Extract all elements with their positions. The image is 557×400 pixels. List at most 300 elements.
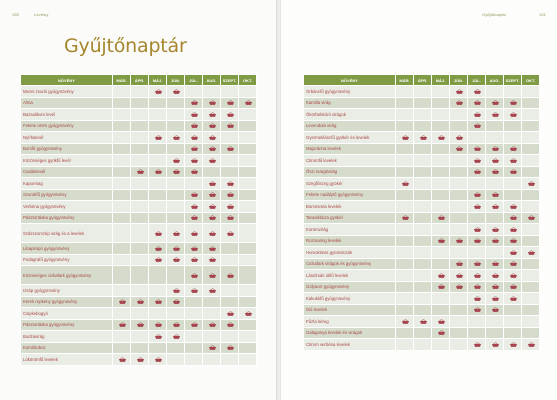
basket-icon [509,342,518,347]
basket-icon [172,299,181,304]
basket-icon [154,257,163,262]
month-cell [239,308,257,320]
basket-icon [172,246,181,251]
month-cell [522,212,540,224]
month-cell [522,86,540,98]
table-row [21,354,257,366]
month-cell [504,201,522,213]
basket-icon [491,227,500,232]
month-cell [131,155,149,167]
month-cell [504,258,522,270]
table-row [304,143,540,155]
month-cell [414,293,432,305]
month-cell [131,166,149,178]
month-cell [414,155,432,167]
column-header-month: ÁPR. [131,75,149,86]
plant-name: Szurokfű gyógynövény [21,189,113,201]
basket-icon [473,284,482,289]
month-cell [396,212,414,224]
month-cell [185,201,203,213]
month-cell [450,304,468,316]
column-header-month: JÚN. [167,75,185,86]
month-cell [149,109,167,121]
month-cell [113,354,131,366]
month-cell [468,281,486,293]
plant-name: Pásztortáska gyógynövény [21,319,113,331]
table-row [21,331,257,343]
table-row [304,86,540,98]
plant-name: Szegfűszeg gyökér [304,178,396,190]
basket-icon [118,322,127,327]
month-cell [414,212,432,224]
month-cell [414,97,432,109]
month-cell [167,120,185,132]
table-header-row [21,75,257,86]
month-cell [149,166,167,178]
basket-icon [172,158,181,163]
month-cell [396,97,414,109]
basket-icon [208,288,217,293]
basket-icon [190,100,199,105]
month-cell [468,212,486,224]
month-cell [149,342,167,354]
month-cell [167,189,185,201]
month-cell [468,258,486,270]
month-cell [185,212,203,224]
month-cell [113,143,131,155]
table-row [21,212,257,224]
month-cell [131,308,149,320]
basket-icon [437,284,446,289]
month-cell [167,319,185,331]
basket-icon [226,231,235,236]
basket-icon [172,231,181,236]
month-cell [131,109,149,121]
month-cell [239,132,257,144]
basket-icon [226,181,235,186]
month-cell [504,212,522,224]
month-cell [396,247,414,259]
basket-icon [208,123,217,128]
month-cell [432,339,450,351]
month-cell [239,342,257,354]
month-cell [486,327,504,339]
plant-name: Közönséges cickafark gyógynövény [21,266,113,285]
month-cell [468,178,486,190]
basket-icon [455,273,464,278]
column-header-month: JÚL. [468,75,486,86]
basket-icon [491,261,500,266]
basket-icon [226,345,235,350]
basket-icon [509,169,518,174]
basket-icon [473,238,482,243]
month-cell [221,224,239,243]
month-cell [167,109,185,121]
month-cell [432,258,450,270]
basket-icon [136,169,145,174]
table-row [21,266,257,285]
basket-icon [473,296,482,301]
basket-icon [208,158,217,163]
table-header-row [304,75,540,86]
month-cell [450,97,468,109]
month-cell [486,339,504,351]
month-cell [167,331,185,343]
basket-icon [401,135,410,140]
month-cell [522,97,540,109]
month-cell [414,247,432,259]
basket-icon [455,89,464,94]
month-cell [167,178,185,190]
month-cell [504,235,522,247]
column-header-month: JÚL. [185,75,203,86]
month-cell [203,86,221,98]
month-cell [522,143,540,155]
month-cell [450,316,468,328]
month-cell [468,166,486,178]
month-cell [113,155,131,167]
month-cell [185,285,203,297]
left-page [0,0,277,400]
basket-icon [190,169,199,174]
month-cell [414,189,432,201]
month-cell [504,270,522,282]
month-cell [203,143,221,155]
month-cell [113,189,131,201]
month-cell [239,266,257,285]
table-row [304,293,540,305]
month-cell [167,86,185,98]
month-cell [149,331,167,343]
basket-icon [509,227,518,232]
basket-icon [190,257,199,262]
table-row [304,281,540,293]
month-cell [113,178,131,190]
basket-icon [172,257,181,262]
plant-name: Kerek repkény gyógynövény [21,296,113,308]
month-cell [468,132,486,144]
basket-icon [509,284,518,289]
month-cell [203,109,221,121]
month-cell [396,224,414,236]
month-cell [185,178,203,190]
month-cell [414,224,432,236]
basket-icon [118,357,127,362]
month-cell [468,86,486,98]
basket-icon [154,357,163,362]
plant-name: Majoránna levelek [304,143,396,155]
month-cell [504,86,522,98]
month-cell [504,178,522,190]
month-cell [396,293,414,305]
month-cell [432,247,450,259]
month-cell [221,331,239,343]
month-cell [432,178,450,190]
month-cell [450,109,468,121]
month-cell [468,143,486,155]
month-cell [486,189,504,201]
basket-icon [491,158,500,163]
month-cell [486,304,504,316]
basket-icon [491,284,500,289]
month-cell [149,308,167,320]
plant-name: Orbáncfű gyógynövény [304,86,396,98]
plant-name: Lándzsás útifű levelek [304,270,396,282]
month-cell [221,178,239,190]
month-cell [149,132,167,144]
basket-icon [491,112,500,117]
month-cell [522,132,540,144]
plant-name: Mezei zsurló gyógynövény [21,86,113,98]
table-row [21,155,257,167]
month-cell [239,201,257,213]
basket-icon [491,307,500,312]
month-cell [203,224,221,243]
column-header-plant: NÖVÉNY [21,75,113,86]
basket-icon [190,204,199,209]
basket-icon [473,273,482,278]
month-cell [239,224,257,243]
table-row [21,166,257,178]
month-cell [131,331,149,343]
basket-icon [226,322,235,327]
month-cell [396,109,414,121]
basket-icon [473,204,482,209]
table-row [304,109,540,121]
month-cell [450,132,468,144]
basket-icon [208,135,217,140]
basket-icon [226,192,235,197]
column-header-month: MÁR. [113,75,131,86]
month-cell [185,143,203,155]
month-cell [486,86,504,98]
month-cell [131,189,149,201]
month-cell [167,308,185,320]
basket-icon [491,146,500,151]
table-row [304,270,540,282]
month-cell [432,132,450,144]
plant-name: Rozmaring levelek [304,235,396,247]
basket-icon [226,311,235,316]
month-cell [149,212,167,224]
month-cell [468,235,486,247]
month-cell [239,155,257,167]
month-cell [522,189,540,201]
column-header-month: AUG. [203,75,221,86]
table-row [21,109,257,121]
month-cell [486,316,504,328]
month-cell [468,109,486,121]
column-header-month: MÁJ. [149,75,167,86]
plant-name: Citromfű levelek [304,155,396,167]
month-cell [113,86,131,98]
month-cell [432,293,450,305]
basket-icon [172,334,181,339]
plant-name: Őszi margitvirág [304,166,396,178]
basket-icon [154,334,163,339]
month-cell [221,254,239,266]
month-cell [522,224,540,236]
month-cell [522,178,540,190]
table-row [21,143,257,155]
basket-icon [437,273,446,278]
basket-icon [190,192,199,197]
month-cell [167,201,185,213]
basket-icon [473,261,482,266]
month-cell [185,342,203,354]
month-cell [486,224,504,236]
plant-name: Cickafark virágok és gyógynövény [304,258,396,270]
month-cell [486,155,504,167]
month-cell [113,266,131,285]
basket-icon [154,89,163,94]
month-cell [504,224,522,236]
month-cell [450,86,468,98]
basket-icon [208,322,217,327]
month-cell [221,319,239,331]
table-row [21,201,257,213]
month-cell [450,281,468,293]
month-cell [414,304,432,316]
month-cell [504,327,522,339]
month-cell [185,243,203,255]
month-cell [113,212,131,224]
plant-name: Podagrafű gyógynövény [21,254,113,266]
month-cell [203,254,221,266]
table-row [304,339,540,351]
table-row [21,178,257,190]
basket-icon [208,215,217,220]
month-cell [522,281,540,293]
column-header-month: ÁPR. [414,75,432,86]
month-cell [522,235,540,247]
month-cell [113,331,131,343]
plant-name: Ökörfarkkóró virágok [304,109,396,121]
table-row [304,120,540,132]
month-cell [221,86,239,98]
month-cell [113,285,131,297]
basket-icon [208,257,217,262]
basket-icon [244,311,253,316]
month-cell [203,266,221,285]
month-cell [113,296,131,308]
month-cell [486,281,504,293]
month-cell [185,266,203,285]
plant-name: Borsfű gyógynövény [21,143,113,155]
table-row [304,316,540,328]
plant-name: Izsóp gyógynövény [21,285,113,297]
basket-icon [455,146,464,151]
column-header-month: OKT. [239,75,257,86]
plant-name: Nyírfalevél [21,132,113,144]
plant-name: Galagonya levelek és virágok [304,327,396,339]
month-cell [468,293,486,305]
month-cell [504,143,522,155]
month-cell [239,109,257,121]
month-cell [149,189,167,201]
basket-icon [437,135,446,140]
month-cell [414,109,432,121]
month-cell [149,266,167,285]
month-cell [167,254,185,266]
month-cell [149,143,167,155]
month-cell [203,120,221,132]
month-cell [504,247,522,259]
month-cell [221,266,239,285]
month-cell [131,243,149,255]
month-cell [167,166,185,178]
month-cell [414,339,432,351]
basket-icon [473,227,482,232]
month-cell [185,189,203,201]
plant-name: Közönséges gyökfű levél [21,155,113,167]
basket-icon [455,284,464,289]
month-cell [131,86,149,98]
month-cell [522,339,540,351]
column-header-month: MÁJ. [432,75,450,86]
basket-icon [509,100,518,105]
basket-icon [473,112,482,117]
month-cell [221,120,239,132]
basket-icon [172,322,181,327]
month-cell [221,109,239,121]
month-cell [239,285,257,297]
basket-icon [527,342,536,347]
month-cell [221,354,239,366]
month-cell [414,327,432,339]
month-cell [167,143,185,155]
basket-icon [226,204,235,209]
basket-icon [190,158,199,163]
harvest-calendar-table-left [20,74,257,366]
basket-icon [226,112,235,117]
month-cell [450,212,468,224]
month-cell [450,120,468,132]
month-cell [522,166,540,178]
plant-name: Libapimpó gyógynövény [21,243,113,255]
plant-name: Gólyaorr gyógynövény [304,281,396,293]
month-cell [432,224,450,236]
month-cell [414,178,432,190]
plant-name: Bazsalikom levél [21,109,113,121]
basket-icon [208,273,217,278]
month-cell [414,143,432,155]
month-cell [450,189,468,201]
month-cell [504,281,522,293]
basket-icon [190,273,199,278]
basket-icon [172,135,181,140]
running-head-left: Levelny [34,12,49,17]
month-cell [504,304,522,316]
basket-icon [154,135,163,140]
table-row [21,319,257,331]
month-cell [396,201,414,213]
basket-icon [208,345,217,350]
month-cell [149,97,167,109]
month-cell [450,224,468,236]
month-cell [203,178,221,190]
month-cell [185,86,203,98]
month-cell [131,354,149,366]
basket-icon [136,357,145,362]
month-cell [131,97,149,109]
month-cell [239,189,257,201]
table-row [21,285,257,297]
plant-name: Levendula virág [304,120,396,132]
basket-icon [473,146,482,151]
table-row [304,178,540,190]
month-cell [113,243,131,255]
